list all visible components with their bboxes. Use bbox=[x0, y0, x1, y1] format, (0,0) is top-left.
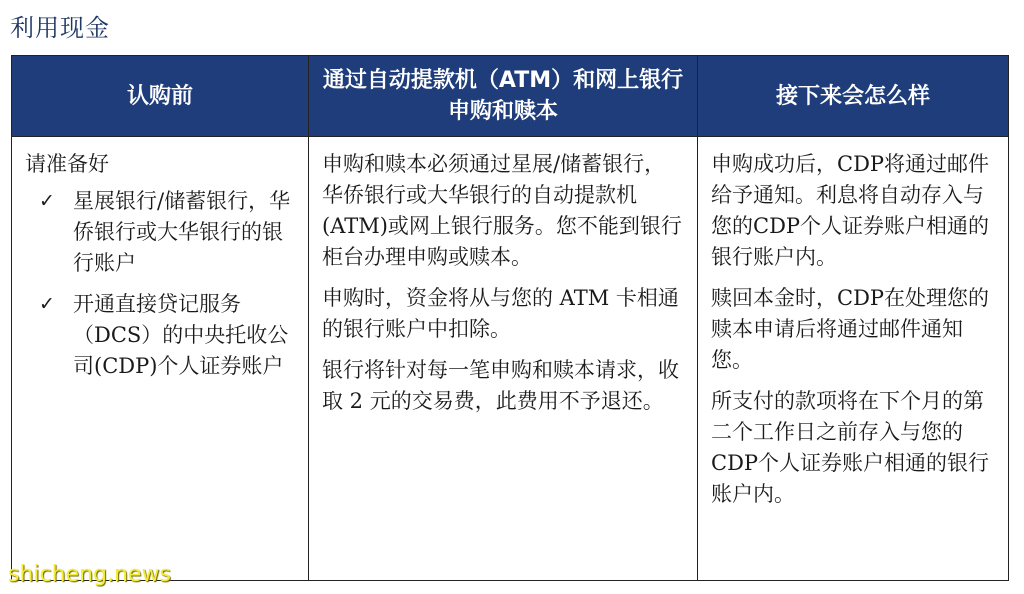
table-header-row bbox=[12, 56, 1009, 137]
paragraph: 申购成功后，CDP将通过邮件给予通知。利息将自动存入与您的CDP个人证券账户相通的银行账户内。 bbox=[711, 152, 990, 269]
list-item-text: 星展银行/储蓄银行，华侨银行或大华银行的银行账户 bbox=[73, 189, 291, 275]
list-item-text: 开通直接贷记服务（DCS）的中央托收公司(CDP)个人证券账户 bbox=[73, 292, 289, 378]
preparation-checklist bbox=[25, 186, 295, 382]
check-icon: ✓ bbox=[39, 293, 55, 315]
header-what-happens-next: 接下来会怎么样 bbox=[698, 56, 1009, 137]
info-table bbox=[11, 55, 1009, 581]
paragraph: 申购时，资金将从与您的 ATM 卡相通的银行账户中扣除。 bbox=[322, 286, 679, 341]
paragraph: 申购和赎本必须通过星展/储蓄银行，华侨银行或大华银行的自动提款机(ATM)或网上银行服务。您不能到银行柜台办理申购或赎本。 bbox=[322, 152, 682, 269]
page-title: 利用现金 bbox=[10, 14, 110, 42]
cell-atm-online-banking bbox=[309, 137, 698, 581]
cell-what-happens-next bbox=[698, 137, 1009, 581]
paragraph: 银行将针对每一笔申购和赎本请求，收取 2 元的交易费，此费用不予退还。 bbox=[322, 358, 679, 413]
paragraph: 赎回本金时，CDP在处理您的赎本申请后将通过邮件通知您。 bbox=[711, 286, 990, 372]
list-item bbox=[25, 289, 295, 382]
table-row bbox=[12, 137, 1009, 581]
header-atm-online-banking: 通过自动提款机（ATM）和网上银行申购和赎本 bbox=[309, 56, 698, 137]
paragraph: 所支付的款项将在下个月的第二个工作日之前存入与您的CDP个人证券账户相通的银行账户内。 bbox=[711, 389, 990, 506]
list-item bbox=[25, 186, 295, 279]
watermark: shicheng.news bbox=[8, 562, 171, 587]
cell-preparation bbox=[12, 137, 309, 581]
check-icon: ✓ bbox=[39, 190, 55, 212]
preparation-intro: 请准备好 bbox=[25, 152, 109, 176]
header-before-subscription: 认购前 bbox=[12, 56, 309, 137]
